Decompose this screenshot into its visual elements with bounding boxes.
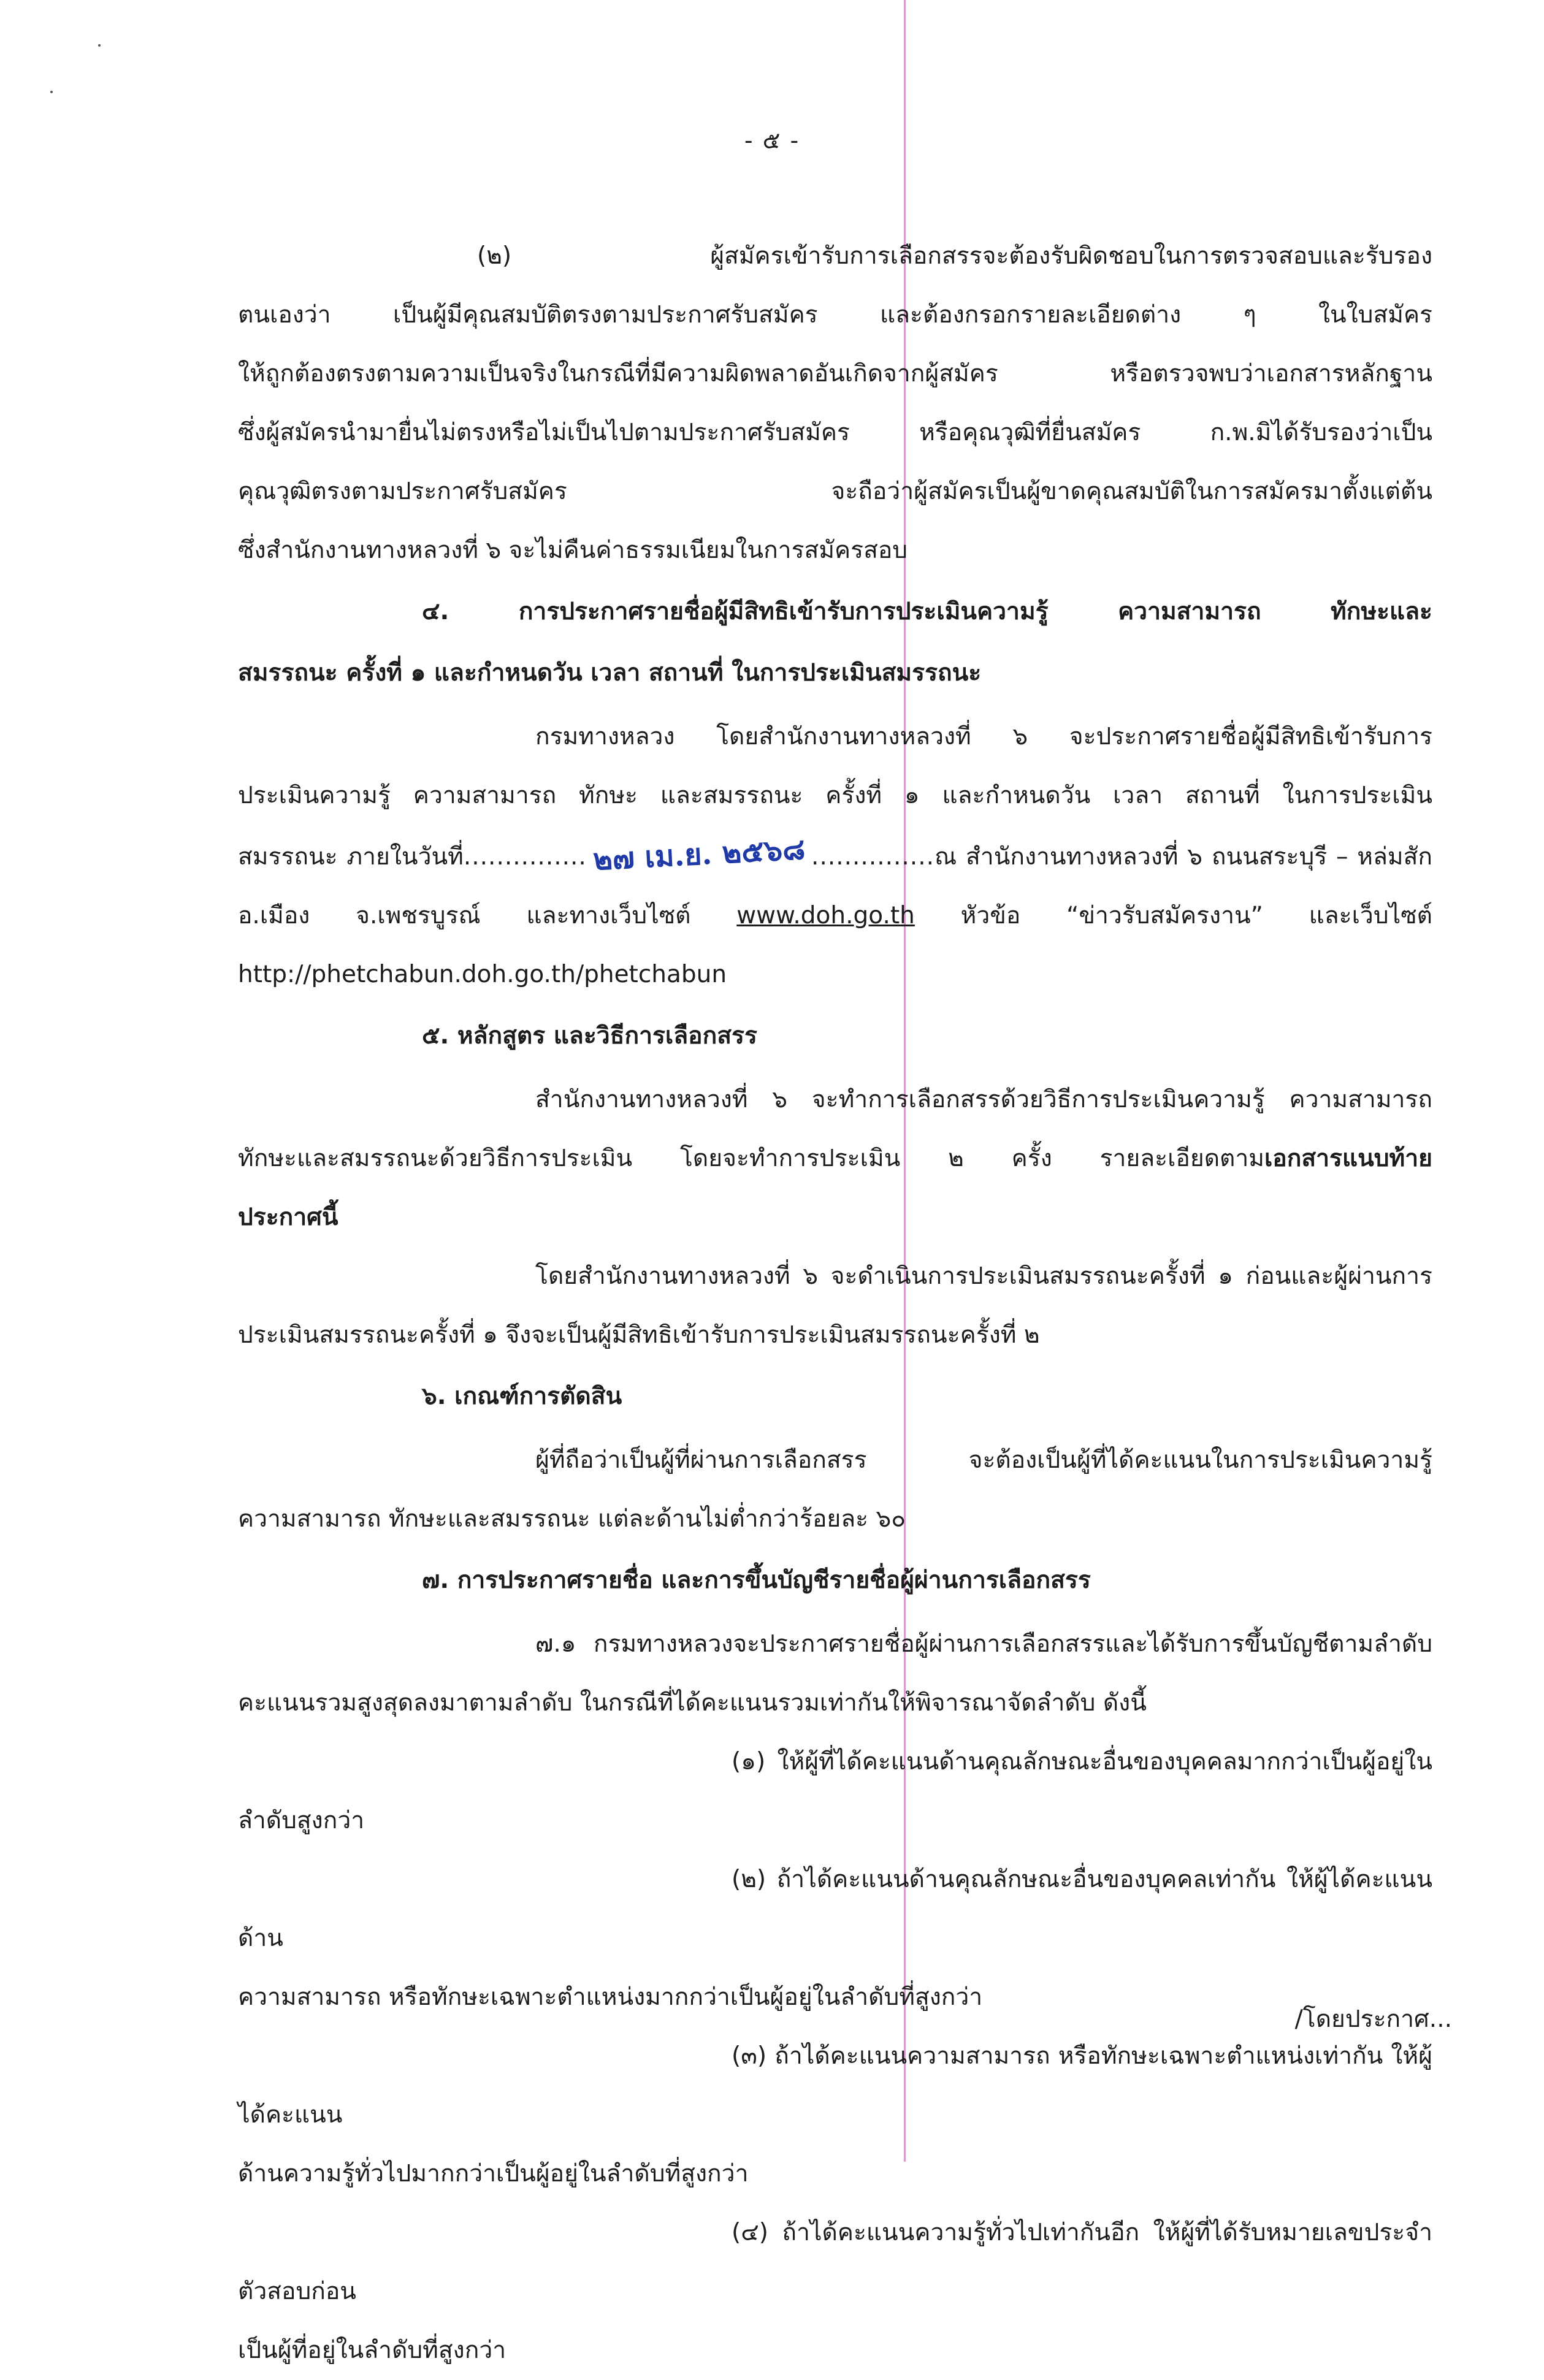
paragraph-line: (๒) ผู้สมัครเข้ารับการเลือกสรรจะต้องรับผิดชอบในการตรวจสอบและรับรอง <box>477 242 1432 270</box>
paragraph-line <box>238 1188 1432 1247</box>
section-4 <box>238 582 1432 1004</box>
section-3-item-2 <box>238 227 1432 580</box>
section-6 <box>238 1367 1432 1549</box>
paragraph-line: ซึ่งสำนักงานทางหลวงที่ ๖ จะไม่คืนค่าธรรมเนียมในการสมัครสอบ <box>238 536 908 564</box>
handwritten-date: ๒๗ เม.ย. ๒๕๖๘ <box>592 831 806 878</box>
phetchabun-url: http://phetchabun.doh.go.th/phetchabun <box>238 961 727 988</box>
list-item: (๑) ให้ผู้ที่ได้คะแนนด้านคุณลักษณะอื่นของบุคคลมากกว่าเป็นผู้อยู่ในลำดับสูงกว่า <box>238 1748 1432 1834</box>
paragraph-line: สำนักงานทางหลวงที่ ๖ จะทำการเลือกสรรด้วยวิธีการประเมินความรู้ ความสามารถ <box>535 1086 1432 1113</box>
scan-speck <box>98 44 101 47</box>
website-text: อ.เมือง จ.เพชรบูรณ์ และทางเว็บไซต์ <box>238 902 737 929</box>
paragraph-line: ๗.๑ กรมทางหลวงจะประกาศรายชื่อผู้ผ่านการเลือกสรรและได้รับการขึ้นบัญชีตามลำดับ <box>535 1630 1432 1658</box>
section-heading: ๔. การประกาศรายชื่อผู้มีสิทธิเข้ารับการประเมินความรู้ ความสามารถ ทักษะและ <box>422 598 1432 625</box>
section-7 <box>238 1551 1432 2380</box>
paragraph-line: ประเมินสมรรถนะครั้งที่ ๑ จึงจะเป็นผู้มีสิทธิเข้ารับการประเมินสมรรถนะครั้งที่ ๒ <box>238 1321 1040 1349</box>
paragraph-line: ความสามารถ ทักษะและสมรรถนะ แต่ละด้านไม่ต่ำกว่าร้อยละ ๖๐ <box>238 1505 906 1533</box>
attachment-reference: เอกสารแนบท้าย <box>1264 1145 1432 1172</box>
paragraph-line: โดยสำนักงานทางหลวงที่ ๖ จะดำเนินการประเมินสมรรถนะครั้งที่ ๑ ก่อนและผู้ผ่านการ <box>535 1262 1432 1290</box>
list-item-continued: ด้านความรู้ทั่วไปมากกว่าเป็นผู้อยู่ในลำดับที่สูงกว่า <box>238 2160 749 2187</box>
list-item-continued: เป็นผู้ที่อยู่ในลำดับที่สูงกว่า <box>238 2336 506 2364</box>
date-fill-dots: ............... <box>811 843 935 871</box>
paragraph-line <box>238 825 1432 887</box>
paragraph-line: ประเมินความรู้ ความสามารถ ทักษะ และสมรรถนะ ครั้งที่ ๑ และกำหนดวัน เวลา สถานที่ ในการประเมิน <box>238 782 1432 809</box>
location-text: ณ สำนักงานทางหลวงที่ ๖ ถนนสระบุรี – หล่มสัก <box>934 843 1432 871</box>
paragraph-line: ผู้ที่ถือว่าเป็นผู้ที่ผ่านการเลือกสรร จะต้องเป็นผู้ที่ได้คะแนนในการประเมินความรู้ <box>535 1446 1432 1474</box>
list-item: (๔) ถ้าได้คะแนนความรู้ทั่วไปเท่ากันอีก ให้ผู้ที่ได้รับหมายเลขประจำตัวสอบก่อน <box>238 2219 1432 2305</box>
section-heading: ๗. การประกาศรายชื่อ และการขึ้นบัญชีรายชื่อผู้ผ่านการเลือกสรร <box>422 1566 1091 1594</box>
section-heading: ๖. เกณฑ์การตัดสิน <box>422 1383 622 1410</box>
page-number: - ๕ - <box>744 127 800 154</box>
website-topic-text: หัวข้อ “ข่าวรับสมัครงาน” และเว็บไซต์ <box>914 902 1432 929</box>
list-item-continued: ความสามารถ หรือทักษะเฉพาะตำแหน่งมากกว่าเป็นผู้อยู่ในลำดับที่สูงกว่า <box>238 1983 983 2011</box>
paragraph-line: คะแนนรวมสูงสุดลงมาตามลำดับ ในกรณีที่ได้คะแนนรวมเท่ากันให้พิจารณาจัดลำดับ ดังนี้ <box>238 1689 1147 1717</box>
attachment-reference: ประกาศนี้ <box>238 1203 338 1231</box>
date-fill-dots: ............... <box>463 843 587 871</box>
document-body <box>238 227 1432 2380</box>
list-item: (๓) ถ้าได้คะแนนความสามารถ หรือทักษะเฉพาะตำแหน่งเท่ากัน ให้ผู้ได้คะแนน <box>238 2042 1432 2129</box>
section-5 <box>238 1007 1432 1365</box>
paragraph-line: กรมทางหลวง โดยสำนักงานทางหลวงที่ ๖ จะประกาศรายชื่อผู้มีสิทธิเข้ารับการ <box>535 723 1432 750</box>
paragraph-line <box>238 1129 1432 1188</box>
paragraph-line: ซึ่งผู้สมัครนำมายื่นไม่ตรงหรือไม่เป็นไปตามประกาศรับสมัคร หรือคุณวุฒิที่ยื่นสมัคร ก.พ.มิได้รับรองว่าเป็น <box>238 419 1432 446</box>
paragraph-text: ทักษะและสมรรถนะด้วยวิธีการประเมิน โดยจะทำการประเมิน ๒ ครั้ง รายละเอียดตาม <box>238 1145 1264 1172</box>
section-heading: ๕. หลักสูตร และวิธีการเลือกสรร <box>422 1022 757 1050</box>
paragraph-line: ตนเองว่า เป็นผู้มีคุณสมบัติตรงตามประกาศรับสมัคร และต้องกรอกรายละเอียดต่าง ๆ ในใบสมัคร <box>238 301 1432 329</box>
scan-speck <box>50 91 53 93</box>
date-label: สมรรถนะ ภายในวันที่ <box>238 843 464 871</box>
paragraph-line <box>238 887 1432 945</box>
doh-website-link[interactable]: www.doh.go.th <box>736 902 915 929</box>
continuation-note: /โดยประกาศ... <box>1294 2005 1452 2033</box>
list-item: (๒) ถ้าได้คะแนนด้านคุณลักษณะอื่นของบุคคลเท่ากัน ให้ผู้ได้คะแนนด้าน <box>238 1866 1432 1952</box>
section-heading: สมรรถนะ ครั้งที่ ๑ และกำหนดวัน เวลา สถานที่ ในการประเมินสมรรถนะ <box>238 659 982 687</box>
paragraph-line: ให้ถูกต้องตรงตามความเป็นจริงในกรณีที่มีความผิดพลาดอันเกิดจากผู้สมัคร หรือตรวจพบว่าเอกสารหลักฐาน <box>238 360 1432 387</box>
paragraph-line: คุณวุฒิตรงตามประกาศรับสมัคร จะถือว่าผู้สมัครเป็นผู้ขาดคุณสมบัติในการสมัครมาตั้งแต่ต้น <box>238 478 1432 505</box>
